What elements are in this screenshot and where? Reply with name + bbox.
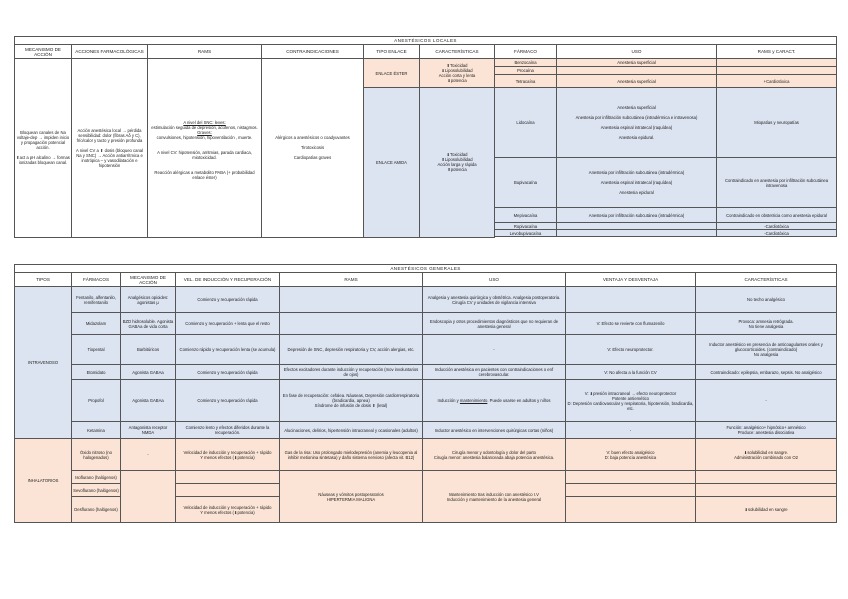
- header-use: USO: [557, 45, 717, 59]
- use-procaine: [557, 67, 717, 75]
- actions-cell: Acción anestésica local → pérdida sensibilidad: dolor (fibras Aδ y C), frío/calor y tacto y presión profunda A nivel CV a ⬆ dosis (bloqueo canal Na y SNC) → Acción antiarrítmica e inotrópica – y vasodilatación e hipotensión: [72, 59, 148, 238]
- use-benzocaine: Anestesia superficial: [557, 59, 717, 67]
- use-levobupivacaine: [557, 230, 717, 237]
- pros-fentanyl: [566, 287, 696, 313]
- mech-midazolam: BZD hidrosoluble. Agonista GABAa de vida corta: [121, 313, 176, 335]
- mech-halogenated: [121, 471, 176, 523]
- features-desflurane: ⬇solubilidad en sangre: [696, 497, 837, 523]
- header-rams-features: RAMS y CARACT.: [717, 45, 837, 59]
- pros-propofol: V: ⬇presión intracraneal → efecto neuroprotector Potente antiemético D: Depresión cardiovascular y respiratoria, hipotensión, bradicardia, etc.: [566, 380, 696, 422]
- rams-midazolam: [280, 313, 423, 335]
- features-propofol: -: [696, 380, 837, 422]
- drug-ropivacaine: Ropivacaína: [495, 223, 557, 230]
- rams-benzocaine: [717, 59, 837, 67]
- mechanism-cell: Bloquean canales de Na voltaje-dep → impiden inicio y propagación potencial acción. ⬆act a pH alcalino → formas ionizadas bloquean canal.: [15, 59, 72, 238]
- drug-propofol: Propofol: [72, 380, 121, 422]
- speed-etomidate: Comienzo y recuperación rápida: [176, 365, 280, 380]
- header-features: CARACTERÍSTICAS: [696, 273, 837, 287]
- header-rams: RAMS: [148, 45, 262, 59]
- drug-tetracaine: Tetracaína: [495, 75, 557, 88]
- ester-bond-label: ENLACE ÉSTER: [364, 59, 420, 88]
- header-mechanism: MECANISMO DE ACCIÓN: [121, 273, 176, 287]
- contraindications-cell: Alérgicos a anestésicos o coadyuvantes Tirotoxicosis Cardiopatías graves: [262, 59, 364, 238]
- use-ropivacaine: [557, 223, 717, 230]
- drug-bupivacaine: Bupivacaína: [495, 158, 557, 208]
- speed-sevoflurane: [176, 484, 280, 497]
- rams-fentanyl: [280, 287, 423, 313]
- rams-lidocaine: Miopatías y neuropatías: [717, 88, 837, 158]
- rams-snc-label: A nivel del SNC: leves:: [183, 120, 226, 126]
- mech-nitrous-oxide: -: [121, 439, 176, 471]
- drug-nitrous-oxide: Óxido nitroso (no halogenados): [72, 439, 121, 471]
- drug-etomidate: Etomidato: [72, 365, 121, 380]
- drug-thiopental: Tiopental: [72, 335, 121, 365]
- drug-midazolam: Midazolam: [72, 313, 121, 335]
- mech-thiopental: Barbitúricos: [121, 335, 176, 365]
- rams-snc-text: estimulación seguida de depresión, acúfenos, nistagmos.: [151, 125, 258, 131]
- features-thiopental: Inductor anestésico en presencia de anticoagulantes orales y glucocorticoides. (contraindicado) No analgesia: [696, 335, 837, 365]
- rams-thiopental: Depresión de SNC, depresión respiratoria y CV, acción alergias, etc.: [280, 335, 423, 365]
- mech-propofol: Agonista GABAa: [121, 380, 176, 422]
- use-propofol-suffix: . Puede usarse en adultos y niños: [487, 398, 551, 403]
- header-drugs: FÁRMACOS: [72, 273, 121, 287]
- pros-ketamine: -: [566, 422, 696, 439]
- mech-etomidate: Agonista GABAa: [121, 365, 176, 380]
- use-propofol: [423, 380, 566, 422]
- speed-propofol: Comienzo y recuperación rápida: [176, 380, 280, 422]
- speed-nitrous-oxide: Velocidad de inducción y recuperación + rápido Y menos efectos (⬇potencia): [176, 439, 280, 471]
- header-use: USO: [423, 273, 566, 287]
- speed-desflurane: Velocidad de inducción y recuperación + rápido Y menos efectos (⬇potencia): [176, 497, 280, 523]
- rams-mepivacaine: Contraindicado en obstetricia como anestesia epidural: [717, 208, 837, 223]
- rams-allergy-text: Reacción alérgicas a metabolito PABA (+ probabilidad enlace éster): [154, 170, 255, 181]
- pros-nitrous-oxide: V: buen efecto analgésico D: baja potencia anestésica: [566, 439, 696, 471]
- rams-ropivacaine: -Cardiotóxica: [717, 223, 837, 230]
- rams-cell: [148, 59, 262, 238]
- pros-isoflurane: [566, 471, 696, 484]
- drug-levobupivacaine: Levobupivacaína: [495, 230, 557, 237]
- intravenous-label: INTRAVENOSO: [15, 287, 72, 439]
- rams-cv-text: A nivel CV: hipotensión, arritmias, parada cardiaca, miotoxicidad.: [157, 150, 252, 161]
- header-bond-type: TIPO ENLACE: [364, 45, 420, 59]
- pros-thiopental: V: Efecto neuroprotector.: [566, 335, 696, 365]
- ester-features: ⬆Toxicidad ⬇Liposolubilidad Acción corta y lenta ⬇potencia: [420, 59, 495, 88]
- pros-midazolam: V: Efecto se revierte con flumazenilo: [566, 313, 696, 335]
- use-thiopental: -: [423, 335, 566, 365]
- use-tetracaine: Anestesia superficial: [557, 75, 717, 88]
- features-sevoflurane: [696, 484, 837, 497]
- speed-midazolam: Comienzo y recuperación + lenta que el resto: [176, 313, 280, 335]
- use-mepivacaine: Anestesia por infiltración subcutánea (intradérmica): [557, 208, 717, 223]
- drug-desflurane: Desflurano (halógenos): [72, 497, 121, 523]
- rams-bupivacaine: Contraindicado en anestesia por infiltración subcutánea intravenosa: [717, 158, 837, 208]
- speed-thiopental: Comienzo rápido y recuperación lenta (se acumula): [176, 335, 280, 365]
- drug-ketamine: Ketamina: [72, 422, 121, 439]
- rams-halogenated: Náuseas y vómitos postoperatorios HIPERTERMIA MALIGNA: [280, 471, 423, 523]
- features-midazolam: Provoca: amnesia retrógrada. No tiene analgesia: [696, 313, 837, 335]
- rams-graves-text: convulsiones, hipotensión, hipoventilación , muerte.: [156, 135, 253, 141]
- pros-etomidate: V: No afecta a la función CV: [566, 365, 696, 380]
- header-rams: RAMS: [280, 273, 423, 287]
- use-lidocaine: Anestesia superficial Anestesia por infiltración subcutánea (intradérmica e intravenosa) Anestesia espinal intratecal (raquídea) Anestesia epidural.: [557, 88, 717, 158]
- use-fentanyl: Analgesia y anestesia quirúrgica y obstétrica. Analgesia postoperatoria. Cirugía CV y unidades de vigilancia intensiva: [423, 287, 566, 313]
- rams-nitrous-oxide: Gas de la risa: Uso prolongado mielodepresión (anemia y leucopenia al inhibir metionina sintetasa) y daño sistema nervioso (afecta vit. B12): [280, 439, 423, 471]
- header-mechanism: MECANISMO DE ACCIÓN: [15, 45, 72, 59]
- mech-fentanyl: Analgésicos opioides: agonistas μ: [121, 287, 176, 313]
- drug-fentanyl: Fentanilo, alfentanilo, remifentanilo: [72, 287, 121, 313]
- header-contraindications: CONTRAINDICACIONES: [262, 45, 364, 59]
- drug-mepivacaine: Mepivacaína: [495, 208, 557, 223]
- features-ketamine: Función: analgésico+ hipnótico+ amnésico Produce: anestesia disociativa: [696, 422, 837, 439]
- speed-fentanyl: Comienzo y recuperación rápida: [176, 287, 280, 313]
- header-drug: FÁRMACO: [495, 45, 557, 59]
- general-anesthetics-table: [14, 264, 837, 523]
- rams-ketamine: Alucinaciones, delirios, hipertensión intracraneal y ocasionales (adultos): [280, 422, 423, 439]
- use-halogenated: Mantenimiento tras inducción con anestésico I.V Inducción y mantenimiento de la anestesia general: [423, 471, 566, 523]
- header-speed: VEL. DE INDUCCIÓN Y RECUPERACIÓN: [176, 273, 280, 287]
- use-propofol-underlined: mantenimiento: [459, 398, 488, 403]
- use-nitrous-oxide: Cirugía menor y odontología y dolor del parto Cirugía menor: anestesia balanceada abaja potencia anestésica.: [423, 439, 566, 471]
- use-midazolam: Endoscopia y otros procedimientos diagnósticos que no requieran de anestesia general: [423, 313, 566, 335]
- drug-procaine: Procaína: [495, 67, 557, 75]
- header-features: CARACTERÍSTICAS: [420, 45, 495, 59]
- use-etomidate: Inducción anestésica en pacientes con contraindicaciones o enf cerebrovascular.: [423, 365, 566, 380]
- use-ketamine: Inductor anestésico en intervenciones quirúrgicas cortas (niños): [423, 422, 566, 439]
- rams-tetracaine: +Cardiotóxica: [717, 75, 837, 88]
- rams-graves-label: Graves:: [197, 130, 212, 136]
- pros-sevoflurane: [566, 484, 696, 497]
- local-anesthetics-table: [14, 36, 837, 238]
- use-bupivacaine: Anestesia por infiltración subcutánea (intradérmica) Anestesia espinal intratecal (raquídea) Anestesia epidural: [557, 158, 717, 208]
- speed-ketamine: Comienzo lento y efectos diferidos durante la recuperación.: [176, 422, 280, 439]
- speed-isoflurane: [176, 471, 280, 484]
- header-types: TIPOS: [15, 273, 72, 287]
- header-pros-cons: VENTAJA Y DESVENTAJA: [566, 273, 696, 287]
- rams-levobupivacaine: -Cardiotóxica: [717, 230, 837, 237]
- drug-sevoflurane: Sevoflurano (halógenos): [72, 484, 121, 497]
- header-actions: ACCIONES FARMACOLÓGICAS: [72, 45, 148, 59]
- drug-isoflurane: Isoflurano (halógenos): [72, 471, 121, 484]
- inhaled-label: INHALATORIOS: [15, 439, 72, 523]
- mech-ketamine: Antagonista receptor NMDA: [121, 422, 176, 439]
- features-nitrous-oxide: ⬇solubilidad en sangre. Administración combinado con O2: [696, 439, 837, 471]
- drug-lidocaine: Lidocaína: [495, 88, 557, 158]
- use-propofol-prefix: Inducción y: [437, 398, 460, 403]
- rams-etomidate: Efectos excitadores durante inducción y recuperación (mov involuntarios de ojos): [280, 365, 423, 380]
- amide-bond-label: ENLACE AMIDA: [364, 88, 420, 238]
- rams-propofol: En fase de recuperación: cefalea. Náuseas, Depresión cardiorrespiratoria (bradicardia, apnea) Síndrome de infusión de dosis ⬆ (letal): [280, 380, 423, 422]
- features-etomidate: Contraindicado: epilepsia, embarazo, sepsis. No analgésico: [696, 365, 837, 380]
- general-table-title: ANESTÉSICOS GENERALES: [15, 265, 837, 273]
- amide-features: ⬇Toxicidad ⬆Liposolubilidad Acción larga y rápida ⬆potencia: [420, 88, 495, 238]
- rams-procaine: [717, 67, 837, 75]
- drug-benzocaine: Benzocaína: [495, 59, 557, 67]
- local-table-title: ANESTÉSICOS LOCALES: [15, 37, 837, 45]
- features-isoflurane: [696, 471, 837, 484]
- pros-desflurane: [566, 497, 696, 523]
- features-fentanyl: No techo analgésico: [696, 287, 837, 313]
